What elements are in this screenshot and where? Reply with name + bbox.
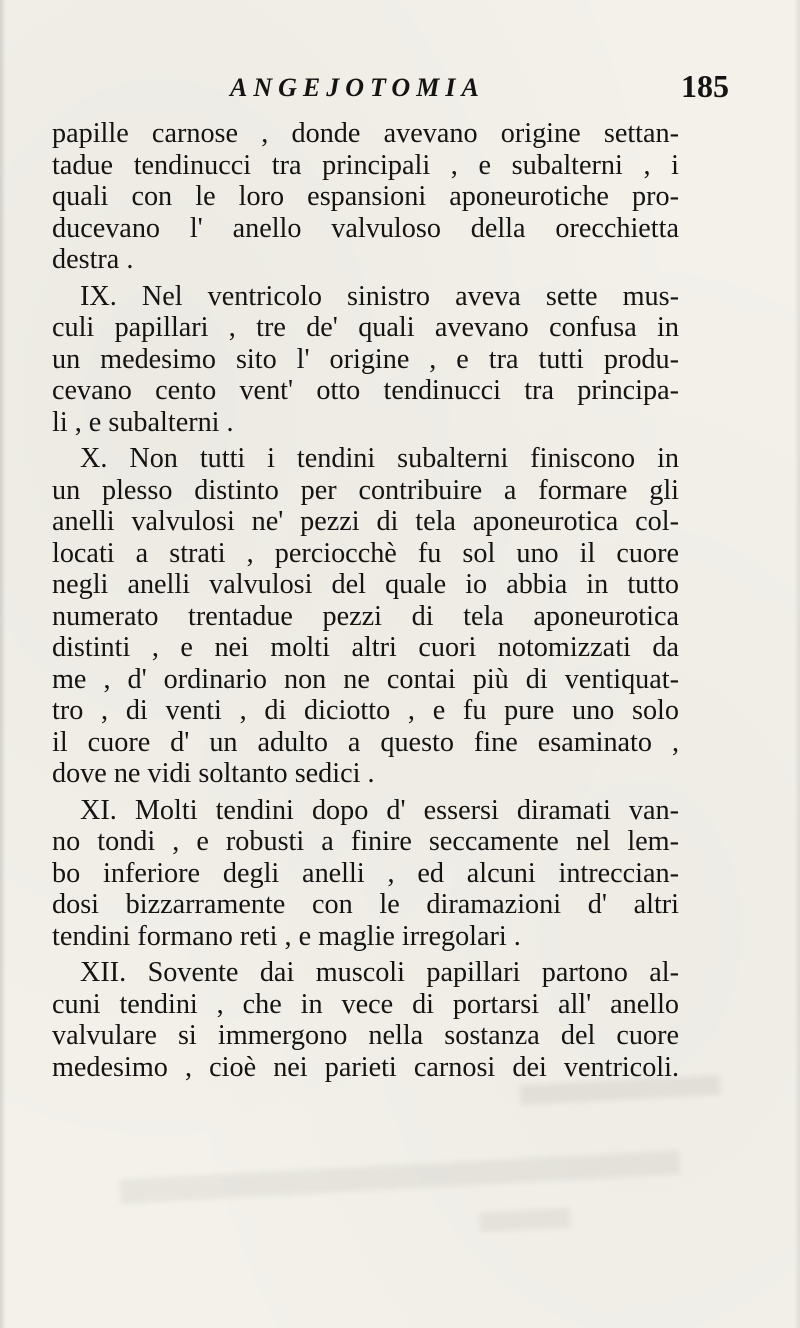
text-line: distinti , e nei molti altri cuori notomizzati da	[52, 632, 679, 663]
text-line: culi papillari , tre de' quali avevano confusa in	[52, 312, 679, 343]
text-line: numerato trentadue pezzi di tela aponeurotica	[52, 600, 679, 632]
section-xi-first-line: XI. Molti tendini dopo d' essersi diramati van-	[80, 794, 679, 826]
text-line: locati a strati , perciocchè fu sol uno il cuore	[52, 537, 679, 569]
section-ix-first-line: IX. Nel ventricolo sinistro aveva sette mus-	[80, 280, 679, 312]
text-line: cevano cento vent' otto tendinucci tra principa-	[52, 375, 679, 406]
text-line: me , d' ordinario non ne contai più di ventiquat-	[52, 663, 679, 695]
text-line: papille carnose , donde avevano origine settan-	[52, 118, 679, 149]
bleed-through-mark	[480, 1208, 571, 1233]
text-line: bo inferiore degli anelli , ed alcuni intreccian-	[52, 857, 679, 889]
text-line: destra .	[52, 244, 134, 275]
text-line: un plesso distinto per contribuire a formare gli	[52, 474, 679, 506]
page-number: 185	[681, 68, 729, 104]
text-line: li , e subalterni .	[52, 406, 234, 438]
page-left-edge-shadow	[0, 0, 6, 1328]
page-header	[52, 68, 752, 113]
text-line: dove ne vidi soltanto sedici .	[52, 758, 375, 789]
text-line: tendini formano reti , e maglie irregolari .	[52, 920, 521, 952]
text-line: valvulare si immergono nella sostanza del cuore	[52, 1020, 679, 1051]
text-line: no tondi , e robusti a finire seccamente nel lem-	[52, 826, 679, 857]
text-line: tadue tendinucci tra principali , e subalterni , i	[52, 149, 679, 181]
text-line: il cuore d' un adulto a questo fine esaminato ,	[52, 726, 679, 758]
text-line: dosi bizzarramente con le diramazioni d' altri	[52, 889, 679, 920]
bleed-through-mark	[120, 1150, 680, 1203]
running-head: ANGEJOTOMIA	[230, 73, 485, 102]
text-line: anelli valvulosi ne' pezzi di tela aponeurotica col-	[52, 506, 679, 537]
text-line: ducevano l' anello valvuloso della orecchietta	[52, 212, 679, 244]
text-line: tro , di venti , di diciotto , e fu pure uno solo	[52, 695, 679, 726]
text-line: medesimo , cioè nei parieti carnosi dei ventricoli.	[52, 1051, 679, 1083]
page-right-edge-shadow	[794, 0, 800, 1328]
body-text	[52, 118, 679, 1083]
section-xii-first-line: XII. Sovente dai muscoli papillari partono al-	[80, 957, 679, 988]
text-line: cuni tendini , che in vece di portarsi all' anello	[52, 988, 679, 1020]
text-line: un medesimo sito l' origine , e tra tutti produ-	[52, 343, 679, 375]
text-line: negli anelli valvulosi del quale io abbia in tutto	[52, 569, 679, 600]
text-line: quali con le loro espansioni aponeurotiche pro-	[52, 181, 679, 212]
section-x-first-line: X. Non tutti i tendini subalterni finiscono in	[80, 443, 679, 474]
